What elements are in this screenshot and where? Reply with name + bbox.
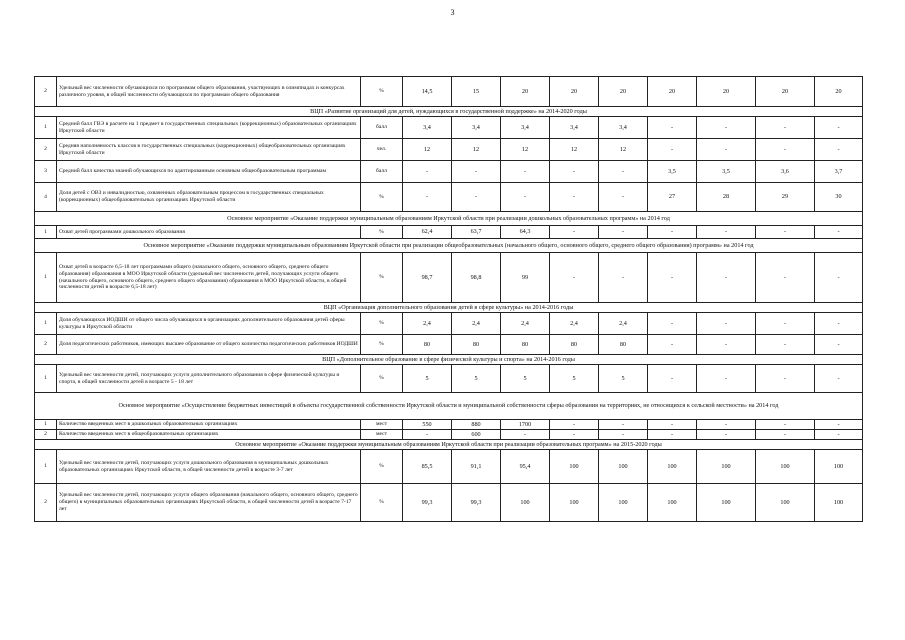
value-cell: 20 [550, 77, 599, 107]
table-row [35, 450, 863, 484]
row-number: 1 [35, 450, 57, 484]
section-row [35, 355, 863, 365]
value-cell: 80 [501, 335, 550, 355]
value-cell: 100 [697, 450, 756, 484]
value-cell: 600 [452, 430, 501, 440]
value-cell: - [815, 117, 863, 139]
value-cell: - [501, 161, 550, 183]
value-cell: - [599, 183, 648, 212]
value-cell: 5 [550, 365, 599, 393]
value-cell: 100 [599, 484, 648, 522]
value-cell: 100 [648, 484, 697, 522]
value-cell: 2,4 [403, 313, 452, 335]
value-cell: 63,7 [452, 226, 501, 239]
value-cell: - [599, 420, 648, 430]
value-cell: 5 [403, 365, 452, 393]
table-row [35, 226, 863, 239]
value-cell: 30 [815, 183, 863, 212]
value-cell: 95,4 [501, 450, 550, 484]
section-title: Основное мероприятие «Оказание поддержки муниципальным образованиям Иркутской области при реализации образовательных программ» на 2015-2020 годы [35, 440, 863, 450]
table-row [35, 430, 863, 440]
row-number: 1 [35, 313, 57, 335]
value-cell: - [452, 161, 501, 183]
value-cell: - [815, 253, 863, 303]
value-cell: 100 [501, 484, 550, 522]
value-cell: - [550, 226, 599, 239]
value-cell: 100 [550, 450, 599, 484]
section-row [35, 440, 863, 450]
row-number: 2 [35, 77, 57, 107]
section-title: ВЦП «Развитие организаций для детей, нуждающихся в государственной поддержке» на 2014-2020 годы [35, 107, 863, 117]
value-cell: 3,7 [815, 161, 863, 183]
value-cell: 3,4 [501, 117, 550, 139]
value-cell: 100 [697, 484, 756, 522]
table-row [35, 161, 863, 183]
section-title: Основное мероприятие «Оказание поддержки муниципальным образованиям Иркутской области при реализации дошкольных образовательных программ» на 2014 год [35, 212, 863, 226]
value-cell: 12 [403, 139, 452, 161]
row-unit: мест [361, 430, 403, 440]
value-cell: 15 [452, 77, 501, 107]
value-cell: 28 [697, 183, 756, 212]
value-cell: - [648, 430, 697, 440]
value-cell: 12 [501, 139, 550, 161]
value-cell: 64,3 [501, 226, 550, 239]
value-cell: 98,8 [452, 253, 501, 303]
row-unit: % [361, 183, 403, 212]
value-cell: - [756, 420, 815, 430]
value-cell: 20 [648, 77, 697, 107]
value-cell: 100 [756, 450, 815, 484]
value-cell: 80 [599, 335, 648, 355]
value-cell: - [815, 430, 863, 440]
row-description: Удельный вес численности детей, получающих услуги дошкольного образования в муниципальных дошкольных образовательных организациях Иркутской области, в общей численности детей в возрасте 3-7 лет [57, 450, 361, 484]
section-title: ВЦП «Организация дополнительного образования детей в сфере культуры» на 2014-2016 годы [35, 303, 863, 313]
table-row [35, 139, 863, 161]
value-cell: - [697, 365, 756, 393]
row-unit: % [361, 335, 403, 355]
row-number: 1 [35, 253, 57, 303]
value-cell: - [452, 183, 501, 212]
value-cell: - [756, 365, 815, 393]
value-cell: 100 [756, 484, 815, 522]
value-cell: - [648, 420, 697, 430]
value-cell: - [756, 430, 815, 440]
value-cell: 3,4 [452, 117, 501, 139]
value-cell: 20 [697, 77, 756, 107]
table-row [35, 420, 863, 430]
value-cell: 3,4 [403, 117, 452, 139]
page-number: 3 [450, 8, 455, 17]
row-number: 3 [35, 161, 57, 183]
row-unit: % [361, 365, 403, 393]
row-unit: чел. [361, 139, 403, 161]
row-number: 1 [35, 226, 57, 239]
value-cell: 2,4 [452, 313, 501, 335]
section-row [35, 393, 863, 420]
row-description: Средний балл ГВЭ в расчете на 1 предмет в государственных специальных (коррекционных) образовательных организациях Иркутской области [57, 117, 361, 139]
value-cell: 99,3 [403, 484, 452, 522]
value-cell: 880 [452, 420, 501, 430]
value-cell: - [697, 420, 756, 430]
row-number: 1 [35, 420, 57, 430]
value-cell: - [815, 226, 863, 239]
value-cell: - [648, 335, 697, 355]
section-row [35, 107, 863, 117]
table-row [35, 313, 863, 335]
value-cell: 3,5 [648, 161, 697, 183]
value-cell: - [501, 183, 550, 212]
value-cell: - [815, 313, 863, 335]
value-cell: 100 [815, 450, 863, 484]
row-description: Доля обучающихся ИОДШИ от общего числа обучающихся в организациях дополнительного образования детей сферы культуры в Иркутской области [57, 313, 361, 335]
row-description: Удельный вес численности детей, получающих услуги общего образования (начального общего, основного общего, среднего общего) в муниципальных образовательных организациях Иркутской области, в общей численности детей в возрасте 7-17 лет [57, 484, 361, 522]
value-cell: - [550, 253, 599, 303]
section-row [35, 212, 863, 226]
value-cell: - [756, 226, 815, 239]
row-number: 2 [35, 335, 57, 355]
value-cell: 3,4 [550, 117, 599, 139]
table-row [35, 484, 863, 522]
section-row [35, 239, 863, 253]
value-cell: 80 [550, 335, 599, 355]
section-title: Основное мероприятие «Оказание поддержки муниципальным образованиям Иркутской области при реализации общеобразовательных (начального общего, основного общего, среднего общего образования) программ» на 2014 год [35, 239, 863, 253]
value-cell: - [403, 430, 452, 440]
value-cell: 2,4 [550, 313, 599, 335]
value-cell: - [550, 420, 599, 430]
value-cell: 99,3 [452, 484, 501, 522]
row-number: 2 [35, 484, 57, 522]
value-cell: 20 [756, 77, 815, 107]
value-cell: - [599, 253, 648, 303]
value-cell: 100 [648, 450, 697, 484]
row-description: Средняя наполняемость классов в государственных специальных (коррекционных) общеобразовательных организациях Иркутской области [57, 139, 361, 161]
value-cell: - [697, 253, 756, 303]
section-title: ВЦП «Дополнительное образование в сфере физической культуры и спорта» на 2014-2016 годы [35, 355, 863, 365]
value-cell: 12 [599, 139, 648, 161]
value-cell: - [550, 430, 599, 440]
row-description: Удельный вес численности детей, получающих услуги дополнительного образования в сфере физической культуры и спорта, в общей численности детей в возрасте 5 - 18 лет [57, 365, 361, 393]
row-unit: мест [361, 420, 403, 430]
row-description: Удельный вес численности обучающихся по программам общего образования, участвующих в олимпиадах и конкурсах различного уровня, в общей численности обучающихся по программам общего образования [57, 77, 361, 107]
value-cell: - [815, 335, 863, 355]
value-cell: 80 [403, 335, 452, 355]
value-cell: 62,4 [403, 226, 452, 239]
value-cell: - [697, 226, 756, 239]
value-cell: - [697, 313, 756, 335]
row-description: Доля педагогических работников, имеющих высшее образование от общего количества педагогических работников ИОДШИ [57, 335, 361, 355]
value-cell: 3,5 [697, 161, 756, 183]
row-unit: % [361, 484, 403, 522]
row-number: 1 [35, 365, 57, 393]
value-cell: - [648, 253, 697, 303]
value-cell: 99 [501, 253, 550, 303]
table-row [35, 77, 863, 107]
value-cell: 550 [403, 420, 452, 430]
value-cell: - [697, 430, 756, 440]
row-description: Доля детей с ОВЗ и инвалидностью, охваченных образовательным процессом в государственных специальных (коррекционных) общеобразовательных организациях Иркутской области [57, 183, 361, 212]
row-description: Охват детей в возрасте 6,5-18 лет программами общего (начального общего, основного общего, среднего общего образования) образования в МОО Иркутской области (удельный вес численности детей, получающих услуги общего (начального общего, основного общего, среднего общего образования) образования в МОО Иркутской области, в общей численности детей в возрасте 6,5-18 лет) [57, 253, 361, 303]
value-cell: - [403, 161, 452, 183]
value-cell: - [697, 139, 756, 161]
row-number: 4 [35, 183, 57, 212]
table-row [35, 183, 863, 212]
row-description: Количество введенных мест в дошкольных образовательных организациях [57, 420, 361, 430]
value-cell: - [648, 313, 697, 335]
section-title: Основное мероприятие «Осуществление бюджетных инвестиций в объекты государственной собственности Иркутской области и муниципальной собственности сферы образования на территориях, не относящихся к сельской местности» на 2014 год [35, 393, 863, 420]
value-cell: - [599, 430, 648, 440]
value-cell: 5 [501, 365, 550, 393]
value-cell: 29 [756, 183, 815, 212]
value-cell: - [501, 430, 550, 440]
value-cell: 20 [815, 77, 863, 107]
value-cell: 3,4 [599, 117, 648, 139]
value-cell: - [599, 161, 648, 183]
row-number: 2 [35, 430, 57, 440]
value-cell: - [756, 313, 815, 335]
value-cell: - [648, 365, 697, 393]
row-unit: балл [361, 117, 403, 139]
value-cell: 2,4 [501, 313, 550, 335]
row-unit: % [361, 313, 403, 335]
value-cell: - [756, 253, 815, 303]
value-cell: - [815, 365, 863, 393]
value-cell: 100 [815, 484, 863, 522]
value-cell: - [648, 117, 697, 139]
value-cell: 100 [550, 484, 599, 522]
value-cell: 5 [452, 365, 501, 393]
value-cell: - [550, 183, 599, 212]
value-cell: 27 [648, 183, 697, 212]
value-cell: - [550, 161, 599, 183]
row-unit: % [361, 226, 403, 239]
value-cell: 14,5 [403, 77, 452, 107]
section-row [35, 303, 863, 313]
value-cell: 3,6 [756, 161, 815, 183]
value-cell: 1700 [501, 420, 550, 430]
value-cell: 2,4 [599, 313, 648, 335]
row-number: 2 [35, 139, 57, 161]
row-unit: балл [361, 161, 403, 183]
row-description: Охват детей программами дошкольного образования [57, 226, 361, 239]
table-row [35, 253, 863, 303]
value-cell: 5 [599, 365, 648, 393]
table-row [35, 117, 863, 139]
indicators-table [34, 76, 863, 522]
table-row [35, 365, 863, 393]
value-cell: - [697, 117, 756, 139]
row-number: 1 [35, 117, 57, 139]
value-cell: 85,5 [403, 450, 452, 484]
value-cell: - [756, 139, 815, 161]
value-cell: 98,7 [403, 253, 452, 303]
value-cell: - [815, 420, 863, 430]
table-row [35, 335, 863, 355]
row-description: Количество введенных мест в общеобразовательных организациях [57, 430, 361, 440]
value-cell: - [697, 335, 756, 355]
value-cell: 100 [599, 450, 648, 484]
row-unit: % [361, 450, 403, 484]
row-unit: % [361, 253, 403, 303]
value-cell: - [756, 117, 815, 139]
value-cell: 20 [599, 77, 648, 107]
value-cell: 80 [452, 335, 501, 355]
value-cell: - [403, 183, 452, 212]
value-cell: 12 [452, 139, 501, 161]
value-cell: 20 [501, 77, 550, 107]
value-cell: - [648, 226, 697, 239]
value-cell: - [648, 139, 697, 161]
row-unit: % [361, 77, 403, 107]
value-cell: - [599, 226, 648, 239]
row-description: Средний балл качества знаний обучающихся по адаптированным основным общеобразовательным программам [57, 161, 361, 183]
value-cell: 12 [550, 139, 599, 161]
value-cell: 91,1 [452, 450, 501, 484]
value-cell: - [756, 335, 815, 355]
value-cell: - [815, 139, 863, 161]
